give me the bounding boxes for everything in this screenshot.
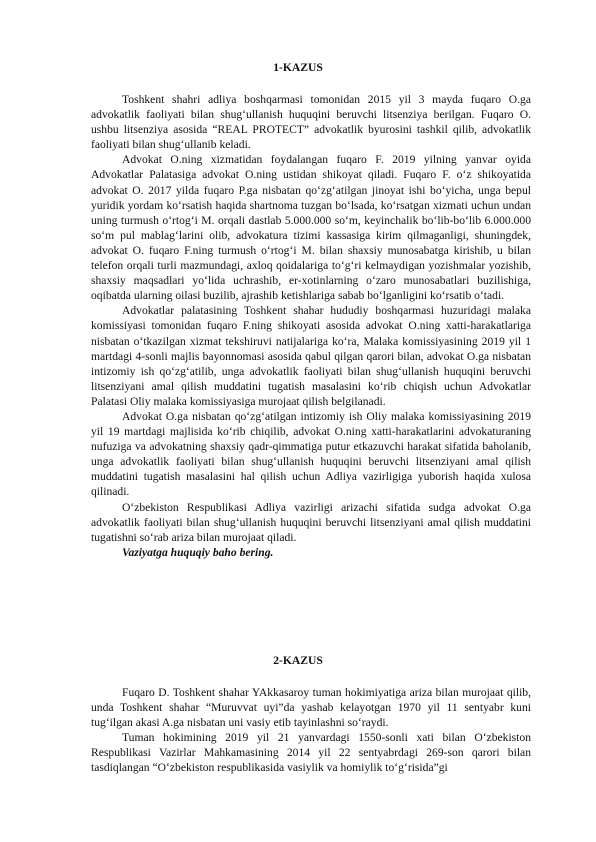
case-1-paragraph-1: Toshkent shahri adliya boshqarmasi tomonidan 2015 yil 3 mayda fuqaro O.ga advokatlik faoliyati bilan shug‘ullanish huquqini beruvchi litsenziya berilgan. Fuqaro O. ushbu litsenziya asosida “REAL PROTECT” advokatlik byurosini tashkil qilib, advokatlik faoliyati bilan shug‘ullanib keladi. (91, 93, 531, 152)
case-1-body (91, 92, 531, 560)
case-2-body (91, 685, 531, 776)
case-2-title: 2-KAZUS (273, 654, 323, 667)
case-1-title: 1-KAZUS (273, 61, 323, 74)
case-2-paragraph-2: Tuman hokimining 2019 yil 21 yanvardagi 1550-sonli xati bilan O‘zbekiston Respublikasi Vazirlar Mahkamasining 2014 yil 22 sentyabrdagi 269-son qarori bilan tasdiqlangan “O‘zbekiston respublikasida vasiylik va homiylik to‘g‘risida”gi (91, 731, 531, 775)
case-1-task: Vaziyatga huquqiy baho bering. (122, 545, 274, 559)
case-1-paragraph-3: Advokatlar palatasining Toshkent shahar hududiy boshqarmasi huzuridagi malaka komissiyasi tomonidan fuqaro F.ning shikoyati asosida advokat O.ning xatti-harakatlariga nisbatan o‘tkazilgan xizmat tekshiruvi natijalariga ko‘ra, Malaka komissiyasining 2019 yil 1 martdagi 4-sonli majlis bayonnomasi asosida qabul qilgan qarori bilan, advokat O.ga nisbatan intizomiy ish qo‘zg‘atilib, unga advokatlik faoliyati bilan shug‘ullanish huquqini beruvchi litsenziyani amal qilish muddatini tugatish masalasini ko‘rib chiqish uchun Advokatlar Palatasi Oliy malaka komissiyasiga murojaat qilish belgilanadi. (91, 304, 531, 408)
case-1-paragraph-5: O‘zbekiston Respublikasi Adliya vazirligi arizachi sifatida sudga advokat O.ga advokatlik faoliyati bilan shug‘ullanish huquqini beruvchi litsenziyani amal qilish muddatini tugatishni so‘rab ariza bilan murojaat qiladi. (91, 500, 531, 544)
case-1-paragraph-2: Advokat O.ning xizmatidan foydalangan fuqaro F. 2019 yilning yanvar oyida Advokatlar Palatasiga advokat O.ning ustidan shikoyat qiladi. Fuqaro F. o‘z shikoyatida advokat O. 2017 yilda fuqaro P.ga nisbatan qo‘zg‘atilgan jinoyat ishi bo‘yicha, unga bepul yuridik yordam ko‘rsatish haqida shartnoma tuzgan bo‘lsada, ko‘rsatgan xizmati uchun undan uning turmush o‘rtog‘i M. orqali dastlab 5.000.000 so‘m, keyinchalik bo‘lib-bo‘lib 6.000.000 so‘m pul mablag‘larini olib, advokatura tizimi kassasiga kirim qilmaganligi, shuningdek, advokat O. fuqaro F.ning turmush o‘rtog‘i M. bilan shaxsiy munosabatga kirishib, u bilan telefon orqali turli mazmundagi, axloq qoidalariga to‘g‘ri kelmaydigan yozishmalar yozishib, shaxsiy maqsadlari yo‘lida uchrashib, er-xotinlarning o‘zaro munosabatlari buzilishiga, oqibatda ularning oilasi buzilib, ajrashib ketishlariga sabab bo‘lganligini ko‘rsatib o‘tadi. (91, 153, 531, 303)
case-1-paragraph-4: Advokat O.ga nisbatan qo‘zg‘atilgan intizomiy ish Oliy malaka komissiyasining 2019 yil 19 martdagi majlisida ko‘rib chiqilib, advokat O.ning xatti-harakatlarini advokaturaning nufuziga va advokatning shaxsiy qadr-qimmatiga putur etkazuvchi harakat sifatida baholanib, unga advokatlik faoliyati bilan shug‘ullanish huquqini beruvchi litsenziyani amal qilish muddatini tugatish masalasini hal qilish uchun Adliya vazirligiga yuborish haqida xulosa qilinadi. (91, 409, 531, 499)
case-2-paragraph-1: Fuqaro D. Toshkent shahar YAkkasaroy tuman hokimiyatiga ariza bilan murojaat qilib, unda Toshkent shahar “Muruvvat uyi”da yashab kelayotgan 1970 yil 11 sentyabr kuni tug‘ilgan akasi A.ga nisbatan uni vasiy etib tayinlashni so‘raydi. (91, 686, 531, 730)
